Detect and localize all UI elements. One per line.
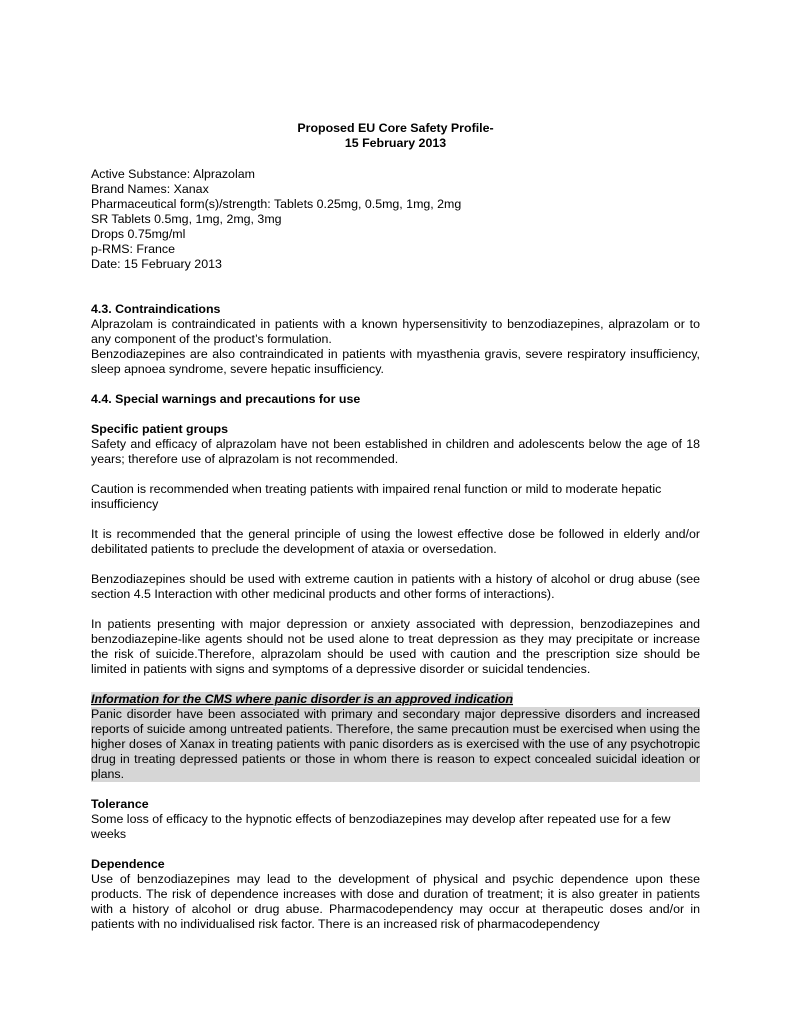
page-subtitle-date: 15 February 2013	[344, 136, 447, 150]
depression-paragraph: In patients presenting with major depression or anxiety associated with depression, benzodiazepines and benzodiazepine-like agents should not be used alone to treat depression as they may precipitate or increase the risk of suicide.Therefore, alprazolam should be used with caution and the prescription size should be limited in patients with signs and symptoms of a depressive disorder or suicidal tendencies.	[91, 617, 700, 676]
page-title: Proposed EU Core Safety Profile-	[297, 121, 494, 135]
active-substance: Active Substance: Alprazolam	[91, 167, 255, 181]
elderly-paragraph: It is recommended that the general principle of using the lowest effective dose be followed in elderly and/or debilitated patients to preclude the development of ataxia or oversedation.	[91, 527, 700, 556]
form-strength: Pharmaceutical form(s)/strength: Tablets 0.25mg, 0.5mg, 1mg, 2mg	[91, 197, 462, 211]
tolerance-paragraph: Some loss of efficacy to the hypnotic effects of benzodiazepines may develop after repeated use for a few weeks	[91, 812, 671, 841]
tolerance-heading: Tolerance	[91, 797, 149, 811]
renal-hepatic-paragraph: Caution is recommended when treating patients with impaired renal function or mild to moderate hepatic insufficiency	[91, 482, 662, 511]
document-body	[91, 121, 700, 932]
dependence-heading: Dependence	[91, 857, 165, 871]
highlight-paragraph: Panic disorder have been associated with primary and secondary major depressive disorders and increased reports of suicide among untreated patients. Therefore, the same precaution must be exercised when using the higher doses of Xanax in treating patients with panic disorders as is exercised with the use of any psychotropic drug in treating depressed patients or those in whom there is reason to expect concealed suicidal ideation or plans.	[91, 707, 700, 781]
specific-groups-paragraph: Safety and efficacy of alprazolam have not been established in children and adolescents below the age of 18 years; therefore use of alprazolam is not recommended.	[91, 437, 700, 466]
prms: p-RMS: France	[91, 242, 175, 256]
brand-names: Brand Names: Xanax	[91, 182, 209, 196]
document-date: Date: 15 February 2013	[91, 257, 222, 271]
highlight-title: Information for the CMS where panic disorder is an approved indication	[91, 692, 514, 706]
contraindications-paragraph-2: Benzodiazepines are also contraindicated in patients with myasthenia gravis, severe respiratory insufficiency, sleep apnoea syndrome, severe hepatic insufficiency.	[91, 347, 700, 376]
drops: Drops 0.75mg/ml	[91, 227, 186, 241]
panic-disorder-highlight	[91, 692, 700, 782]
warnings-heading: 4.4. Special warnings and precautions for use	[91, 392, 361, 406]
contraindications-heading: 4.3. Contraindications	[91, 302, 221, 316]
alcohol-abuse-paragraph: Benzodiazepines should be used with extreme caution in patients with a history of alcohol or drug abuse (see section 4.5 Interaction with other medicinal products and other forms of interactions).	[91, 572, 700, 601]
specific-groups-heading: Specific patient groups	[91, 422, 229, 436]
dependence-paragraph: Use of benzodiazepines may lead to the development of physical and psychic dependence upon these products. The risk of dependence increases with dose and duration of treatment; it is also greater in patients with a history of alcohol or drug abuse. Pharmacodependency may occur at therapeutic doses and/or in patients with no individualised risk factor. There is an increased risk of pharmacodependency	[91, 872, 700, 931]
sr-tablets: SR Tablets 0.5mg, 1mg, 2mg, 3mg	[91, 212, 282, 226]
contraindications-paragraph-1: Alprazolam is contraindicated in patients with a known hypersensitivity to benzodiazepines, alprazolam or to any component of the product’s formulation.	[91, 317, 700, 346]
